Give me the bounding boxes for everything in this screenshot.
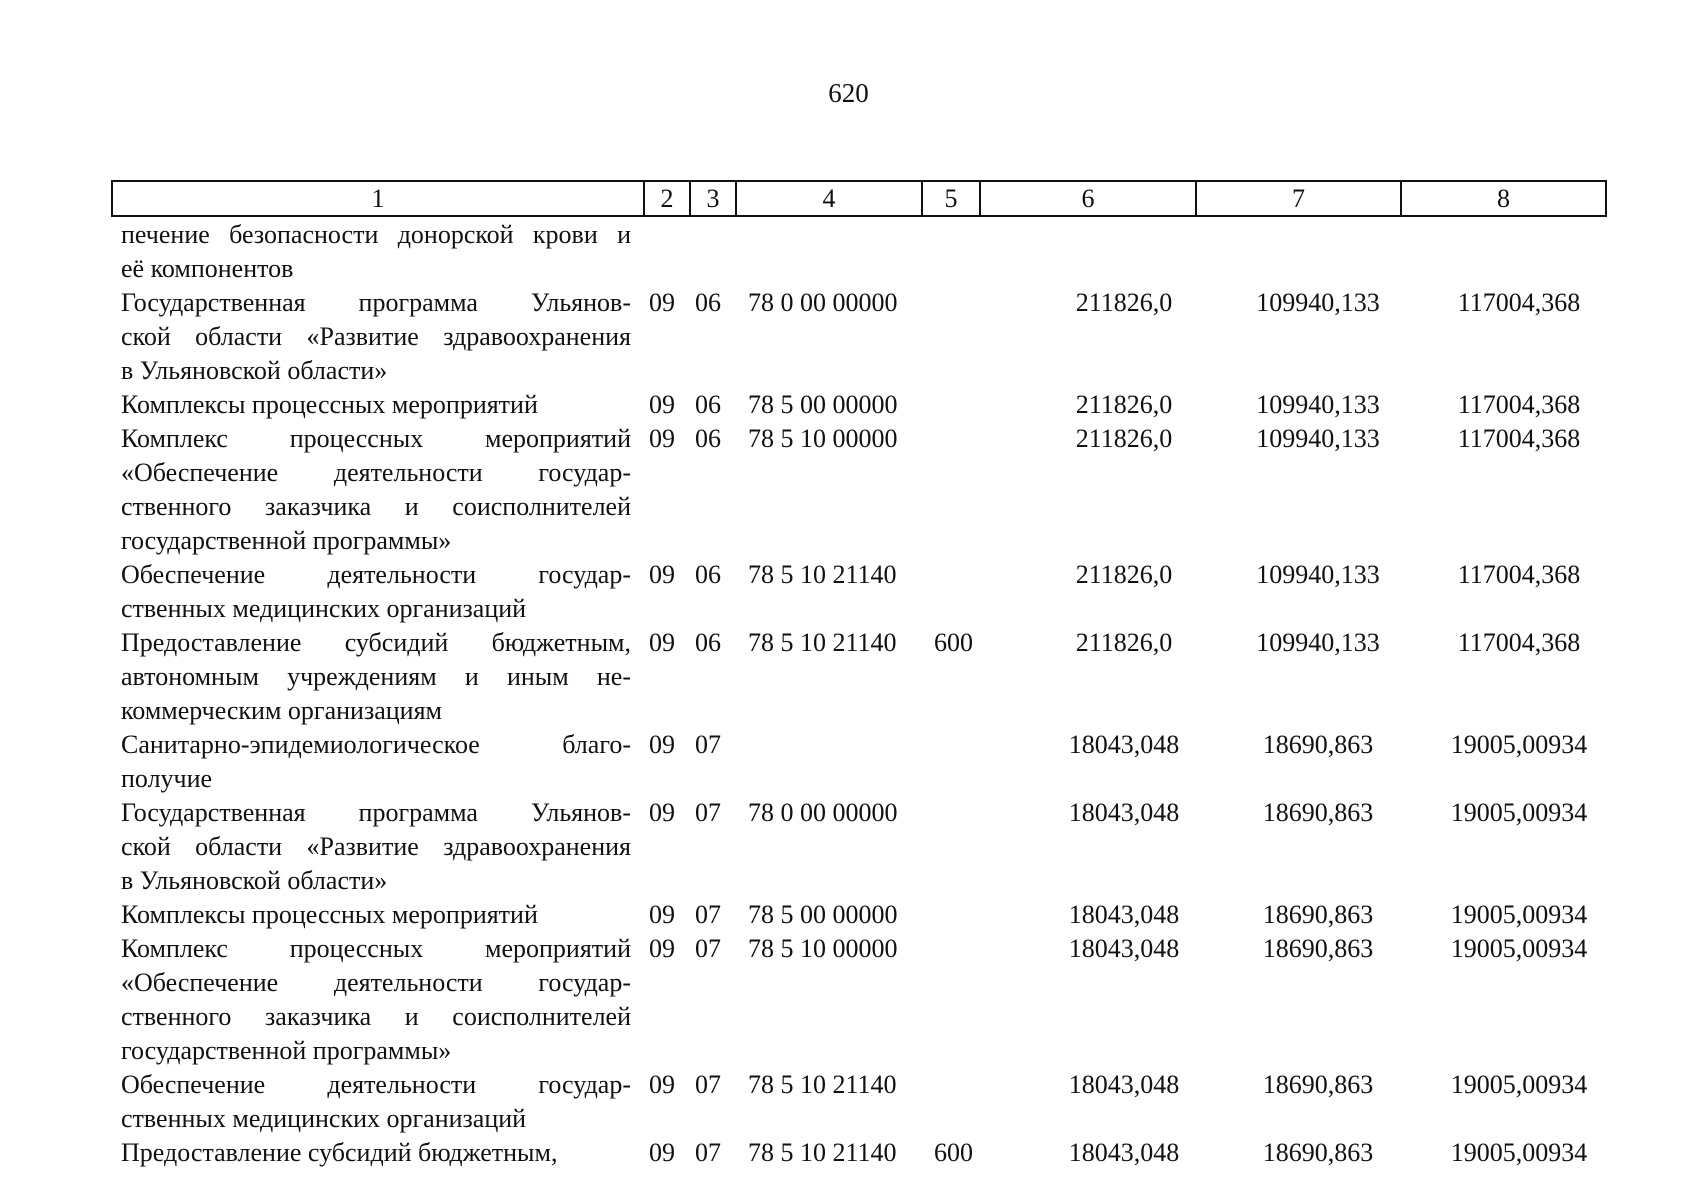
row-target-article: 78 5 10 00000 — [748, 934, 898, 963]
description-line: в Ульяновской области» — [121, 866, 388, 895]
description-line: Санитарно-эпидемиологическое благо- — [121, 730, 631, 759]
row-description — [111, 932, 631, 1068]
table-row — [111, 1136, 1605, 1170]
row-subsection-code: 07 — [695, 798, 721, 827]
row-section-code: 09 — [649, 900, 675, 929]
row-description — [111, 558, 631, 626]
row-amount-year-2: 18690,863 — [1262, 900, 1374, 929]
row-section-code: 09 — [649, 288, 675, 317]
table-row — [111, 422, 1605, 558]
row-description — [111, 898, 631, 932]
budget-table-body — [111, 218, 1605, 1170]
table-row — [111, 932, 1605, 1068]
description-line: Предоставление субсидий бюджетным, — [121, 1138, 558, 1167]
row-amount-year-3: 19005,00934 — [1450, 1138, 1588, 1167]
table-row — [111, 1068, 1605, 1136]
row-amount-year-1: 211826,0 — [1075, 390, 1173, 419]
row-description — [111, 1068, 631, 1136]
table-row — [111, 898, 1605, 932]
row-section-code: 09 — [649, 730, 675, 759]
row-subsection-code: 06 — [695, 628, 721, 657]
description-line: в Ульяновской области» — [121, 356, 388, 385]
row-amount-year-2: 109940,133 — [1256, 628, 1380, 657]
row-description — [111, 728, 631, 796]
row-amount-year-3: 117004,368 — [1457, 390, 1581, 419]
column-number-header — [111, 180, 1607, 217]
row-amount-year-1: 18043,048 — [1068, 1138, 1180, 1167]
description-line: автономным учреждениям и иным не- — [121, 662, 631, 691]
row-amount-year-1: 18043,048 — [1068, 900, 1180, 929]
row-section-code: 09 — [649, 628, 675, 657]
row-subsection-code: 07 — [695, 934, 721, 963]
row-target-article: 78 5 10 21140 — [748, 628, 897, 657]
row-target-article: 78 5 00 00000 — [748, 390, 898, 419]
row-subsection-code: 06 — [695, 288, 721, 317]
row-amount-year-1: 211826,0 — [1075, 288, 1173, 317]
row-target-article: 78 0 00 00000 — [748, 798, 898, 827]
row-target-article: 78 5 10 21140 — [748, 1070, 897, 1099]
description-line: ственных медицинских организаций — [121, 1104, 527, 1133]
header-col-8: 8 — [1401, 181, 1606, 216]
row-section-code: 09 — [649, 798, 675, 827]
row-amount-year-1: 211826,0 — [1075, 424, 1173, 453]
table-row — [111, 796, 1605, 898]
description-line: Обеспечение деятельности государ- — [121, 560, 631, 589]
table-row — [111, 286, 1605, 388]
description-line: Предоставление субсидий бюджетным, — [121, 628, 631, 657]
description-line: ской области «Развитие здравоохранения — [121, 322, 631, 351]
row-subsection-code: 07 — [695, 1138, 721, 1167]
row-subsection-code: 06 — [695, 560, 721, 589]
row-amount-year-3: 19005,00934 — [1450, 1070, 1588, 1099]
row-description — [111, 796, 631, 898]
row-section-code: 09 — [649, 424, 675, 453]
description-line: государственной программы» — [121, 1036, 452, 1065]
description-line: «Обеспечение деятельности государ- — [121, 968, 631, 997]
row-description — [111, 286, 631, 388]
description-line: Комплексы процессных мероприятий — [121, 390, 538, 419]
header-col-5: 5 — [922, 181, 980, 216]
row-amount-year-2: 109940,133 — [1256, 424, 1380, 453]
description-line: получие — [121, 764, 213, 793]
row-description — [111, 218, 631, 286]
row-amount-year-1: 211826,0 — [1075, 560, 1173, 589]
row-amount-year-2: 18690,863 — [1262, 1070, 1374, 1099]
row-amount-year-1: 18043,048 — [1068, 934, 1180, 963]
row-subsection-code: 07 — [695, 730, 721, 759]
row-section-code: 09 — [649, 390, 675, 419]
table-row — [111, 728, 1605, 796]
row-amount-year-3: 117004,368 — [1457, 560, 1581, 589]
table-row — [111, 558, 1605, 626]
row-amount-year-2: 109940,133 — [1256, 560, 1380, 589]
header-col-2: 2 — [644, 181, 690, 216]
table-row — [111, 218, 1605, 286]
table-row — [111, 626, 1605, 728]
row-section-code: 09 — [649, 1070, 675, 1099]
header-col-3: 3 — [690, 181, 736, 216]
row-subsection-code: 06 — [695, 390, 721, 419]
description-line: Обеспечение деятельности государ- — [121, 1070, 631, 1099]
row-description — [111, 422, 631, 558]
row-section-code: 09 — [649, 1138, 675, 1167]
row-target-article: 78 0 00 00000 — [748, 288, 898, 317]
row-amount-year-3: 19005,00934 — [1450, 798, 1588, 827]
row-section-code: 09 — [649, 560, 675, 589]
description-line: коммерческим организациям — [121, 696, 443, 725]
row-amount-year-3: 19005,00934 — [1450, 730, 1588, 759]
row-description — [111, 1136, 631, 1170]
row-target-article: 78 5 10 21140 — [748, 1138, 897, 1167]
row-subsection-code: 06 — [695, 424, 721, 453]
row-subsection-code: 07 — [695, 900, 721, 929]
row-target-article: 78 5 10 21140 — [748, 560, 897, 589]
row-target-article: 78 5 10 00000 — [748, 424, 898, 453]
row-amount-year-3: 19005,00934 — [1450, 900, 1588, 929]
row-amount-year-2: 18690,863 — [1262, 934, 1374, 963]
row-amount-year-1: 211826,0 — [1075, 628, 1173, 657]
row-amount-year-1: 18043,048 — [1068, 798, 1180, 827]
row-subsection-code: 07 — [695, 1070, 721, 1099]
description-line: ской области «Развитие здравоохранения — [121, 832, 631, 861]
description-line: Комплекс процессных мероприятий — [121, 934, 631, 963]
row-expense-type: 600 — [934, 628, 973, 657]
description-line: Комплексы процессных мероприятий — [121, 900, 538, 929]
description-line: государственной программы» — [121, 526, 452, 555]
description-line: «Обеспечение деятельности государ- — [121, 458, 631, 487]
description-line: Государственная программа Ульянов- — [121, 288, 631, 317]
row-amount-year-1: 18043,048 — [1068, 1070, 1180, 1099]
row-amount-year-3: 19005,00934 — [1450, 934, 1588, 963]
description-line: ственного заказчика и соисполнителей — [121, 1002, 631, 1031]
description-line: Государственная программа Ульянов- — [121, 798, 631, 827]
description-line: ственных медицинских организаций — [121, 594, 527, 623]
row-amount-year-3: 117004,368 — [1457, 424, 1581, 453]
row-amount-year-2: 18690,863 — [1262, 798, 1374, 827]
row-description — [111, 626, 631, 728]
header-col-7: 7 — [1196, 181, 1401, 216]
header-col-1: 1 — [112, 181, 644, 216]
description-line: Комплекс процессных мероприятий — [121, 424, 631, 453]
row-amount-year-2: 109940,133 — [1256, 390, 1380, 419]
header-col-6: 6 — [980, 181, 1196, 216]
row-amount-year-1: 18043,048 — [1068, 730, 1180, 759]
row-amount-year-2: 18690,863 — [1262, 1138, 1374, 1167]
row-amount-year-3: 117004,368 — [1457, 288, 1581, 317]
table-row — [111, 388, 1605, 422]
description-line: печение безопасности донорской крови и — [121, 220, 631, 249]
row-amount-year-2: 18690,863 — [1262, 730, 1374, 759]
row-expense-type: 600 — [934, 1138, 973, 1167]
row-amount-year-3: 117004,368 — [1457, 628, 1581, 657]
row-section-code: 09 — [649, 934, 675, 963]
row-amount-year-2: 109940,133 — [1256, 288, 1380, 317]
description-line: её компонентов — [121, 254, 294, 283]
row-target-article: 78 5 00 00000 — [748, 900, 898, 929]
row-description — [111, 388, 631, 422]
page-number: 620 — [828, 78, 869, 108]
header-col-4: 4 — [736, 181, 922, 216]
description-line: ственного заказчика и соисполнителей — [121, 492, 631, 521]
